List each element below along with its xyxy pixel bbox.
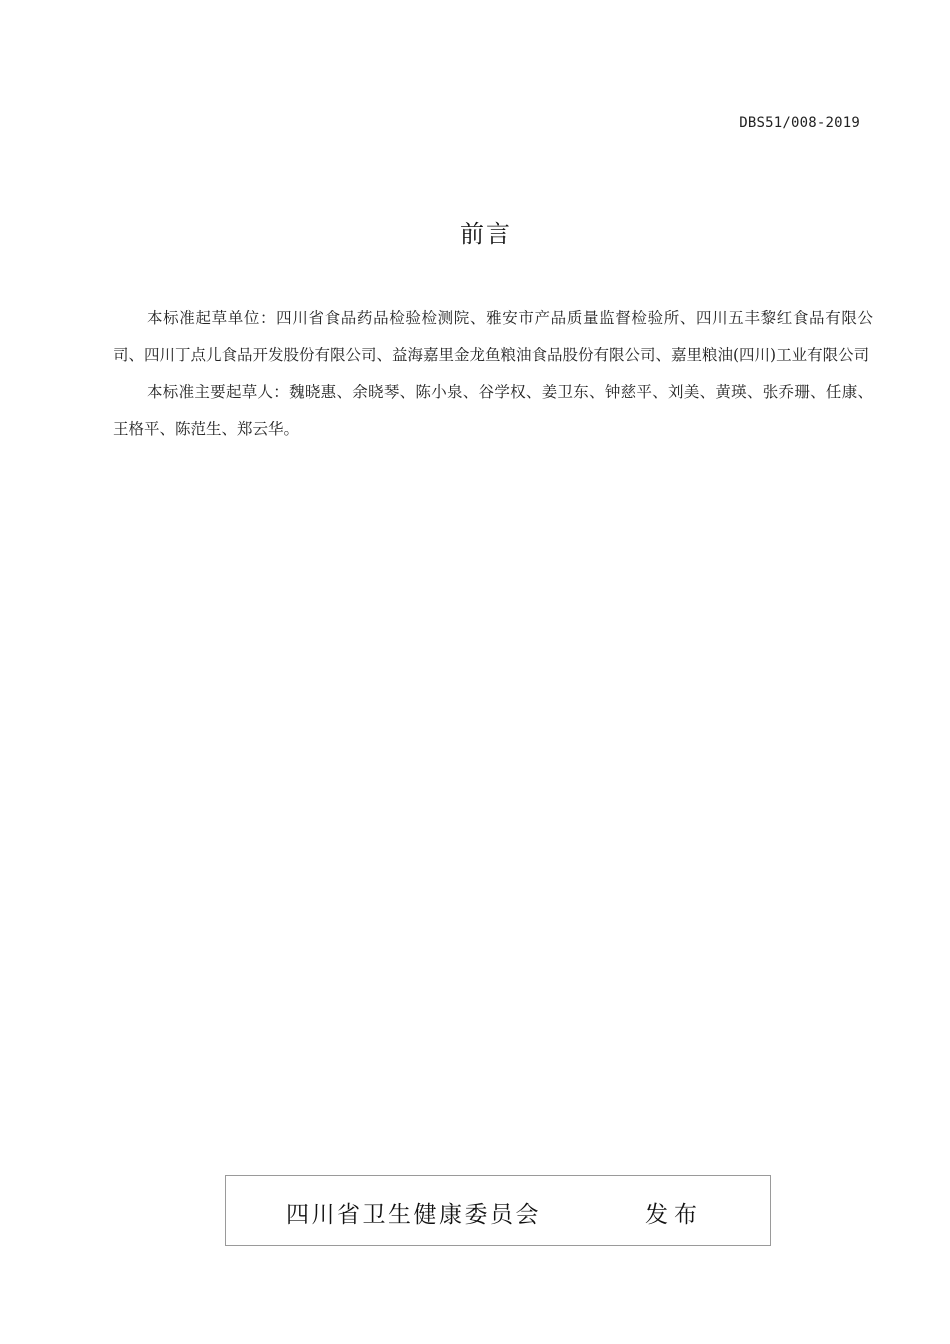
foreword-body [113, 300, 873, 448]
drafting-units-paragraph: 本标准起草单位：四川省食品药品检验检测院、雅安市产品质量监督检验所、四川五丰黎红食品有限公司、四川丁点儿食品开发股份有限公司、益海嘉里金龙鱼粮油食品股份有限公司、嘉里粮油(四川)工业有限公司 [113, 309, 873, 364]
publish-label: 发布 [645, 1202, 703, 1228]
publisher-name: 四川省卫生健康委员会 [286, 1202, 541, 1228]
drafters-paragraph: 本标准主要起草人：魏晓惠、余晓琴、陈小泉、谷学权、姜卫东、钟慈平、刘美、黄瑛、张乔珊、任康、王格平、陈范生、郑云华。 [113, 383, 873, 438]
publisher-box [225, 1175, 771, 1246]
page-title: 前言 [460, 220, 512, 248]
document-code: DBS51/008-2019 [739, 115, 860, 131]
